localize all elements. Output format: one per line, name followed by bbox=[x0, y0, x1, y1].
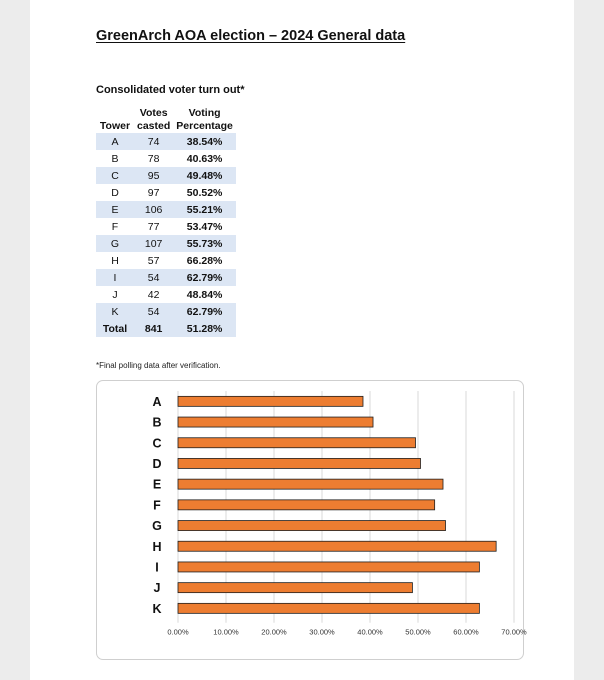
x-tick-label: 40.00% bbox=[357, 627, 383, 637]
votes-cell: 97 bbox=[134, 184, 173, 201]
votes-cell: 42 bbox=[134, 286, 173, 303]
bar-h bbox=[178, 541, 496, 551]
votes-cell: 77 bbox=[134, 218, 173, 235]
category-label: H bbox=[152, 539, 162, 554]
total-row bbox=[96, 320, 236, 337]
percentage-cell: 55.21% bbox=[173, 201, 236, 218]
tower-cell: A bbox=[96, 133, 134, 150]
turnout-chart bbox=[96, 380, 527, 660]
tower-cell: G bbox=[96, 235, 134, 252]
votes-cell: 106 bbox=[134, 201, 173, 218]
bar-g bbox=[178, 521, 446, 531]
percentage-cell: 40.63% bbox=[173, 150, 236, 167]
tower-cell: K bbox=[96, 303, 134, 320]
category-label: E bbox=[152, 477, 162, 492]
bar-d bbox=[178, 458, 420, 468]
bar-k bbox=[178, 603, 479, 613]
votes-cell: 95 bbox=[134, 167, 173, 184]
percentage-cell: 49.48% bbox=[173, 167, 236, 184]
category-label: B bbox=[152, 415, 162, 430]
table-row bbox=[96, 303, 236, 320]
votes-cell: 78 bbox=[134, 150, 173, 167]
category-label: F bbox=[153, 498, 161, 513]
table-row bbox=[96, 235, 236, 252]
tower-cell: F bbox=[96, 218, 134, 235]
header-votes: Votes casted bbox=[137, 107, 171, 132]
category-label: J bbox=[153, 581, 161, 596]
x-tick-label: 70.00% bbox=[501, 627, 527, 637]
tower-cell: J bbox=[96, 286, 134, 303]
table-row bbox=[96, 286, 236, 303]
table-row bbox=[96, 133, 236, 150]
category-label: A bbox=[152, 394, 162, 409]
bar-a bbox=[178, 396, 363, 406]
header-tower: Tower bbox=[99, 120, 131, 132]
percentage-cell: 66.28% bbox=[173, 252, 236, 269]
votes-cell: 54 bbox=[134, 269, 173, 286]
table-row bbox=[96, 150, 236, 167]
table-body bbox=[96, 133, 236, 337]
x-tick-label: 0.00% bbox=[167, 627, 189, 637]
percentage-cell: 53.47% bbox=[173, 218, 236, 235]
header-percentage: Voting Percentage bbox=[176, 107, 233, 132]
footnote: *Final polling data after verification. bbox=[96, 361, 221, 370]
x-tick-label: 20.00% bbox=[261, 627, 287, 637]
bar-c bbox=[178, 438, 416, 448]
x-tick-label: 30.00% bbox=[309, 627, 335, 637]
votes-cell: 107 bbox=[134, 235, 173, 252]
bar-i bbox=[178, 562, 479, 572]
table-row bbox=[96, 218, 236, 235]
voter-turnout-table bbox=[96, 107, 236, 337]
tower-cell: E bbox=[96, 201, 134, 218]
bar-b bbox=[178, 417, 373, 427]
document-title: GreenArch AOA election – 2024 General data bbox=[96, 28, 406, 44]
tower-cell: H bbox=[96, 252, 134, 269]
bar-chart-svg bbox=[97, 381, 527, 659]
percentage-cell: 55.73% bbox=[173, 235, 236, 252]
percentage-cell: 38.54% bbox=[173, 133, 236, 150]
total-percentage: 51.28% bbox=[173, 320, 236, 337]
tower-cell: I bbox=[96, 269, 134, 286]
percentage-cell: 48.84% bbox=[173, 286, 236, 303]
table-row bbox=[96, 167, 236, 184]
percentage-cell: 62.79% bbox=[173, 269, 236, 286]
tower-cell: B bbox=[96, 150, 134, 167]
tower-cell: C bbox=[96, 167, 134, 184]
total-label: Total bbox=[96, 320, 134, 337]
table-caption: Consolidated voter turn out* bbox=[96, 84, 245, 96]
tower-cell: D bbox=[96, 184, 134, 201]
x-tick-label: 60.00% bbox=[453, 627, 479, 637]
bar-e bbox=[178, 479, 443, 489]
document-page bbox=[30, 0, 574, 680]
bar-j bbox=[178, 583, 412, 593]
votes-cell: 74 bbox=[134, 133, 173, 150]
category-label: K bbox=[152, 601, 162, 616]
category-label: D bbox=[152, 456, 162, 471]
total-votes: 841 bbox=[134, 320, 173, 337]
category-label: C bbox=[152, 436, 162, 451]
x-tick-label: 50.00% bbox=[405, 627, 431, 637]
table-row bbox=[96, 201, 236, 218]
percentage-cell: 50.52% bbox=[173, 184, 236, 201]
votes-cell: 57 bbox=[134, 252, 173, 269]
x-tick-label: 10.00% bbox=[213, 627, 239, 637]
table-row bbox=[96, 252, 236, 269]
table-row bbox=[96, 269, 236, 286]
bar-f bbox=[178, 500, 435, 510]
category-label: I bbox=[155, 560, 159, 575]
table-row bbox=[96, 184, 236, 201]
percentage-cell: 62.79% bbox=[173, 303, 236, 320]
votes-cell: 54 bbox=[134, 303, 173, 320]
table-header-row bbox=[96, 107, 236, 133]
category-label: G bbox=[152, 519, 162, 534]
